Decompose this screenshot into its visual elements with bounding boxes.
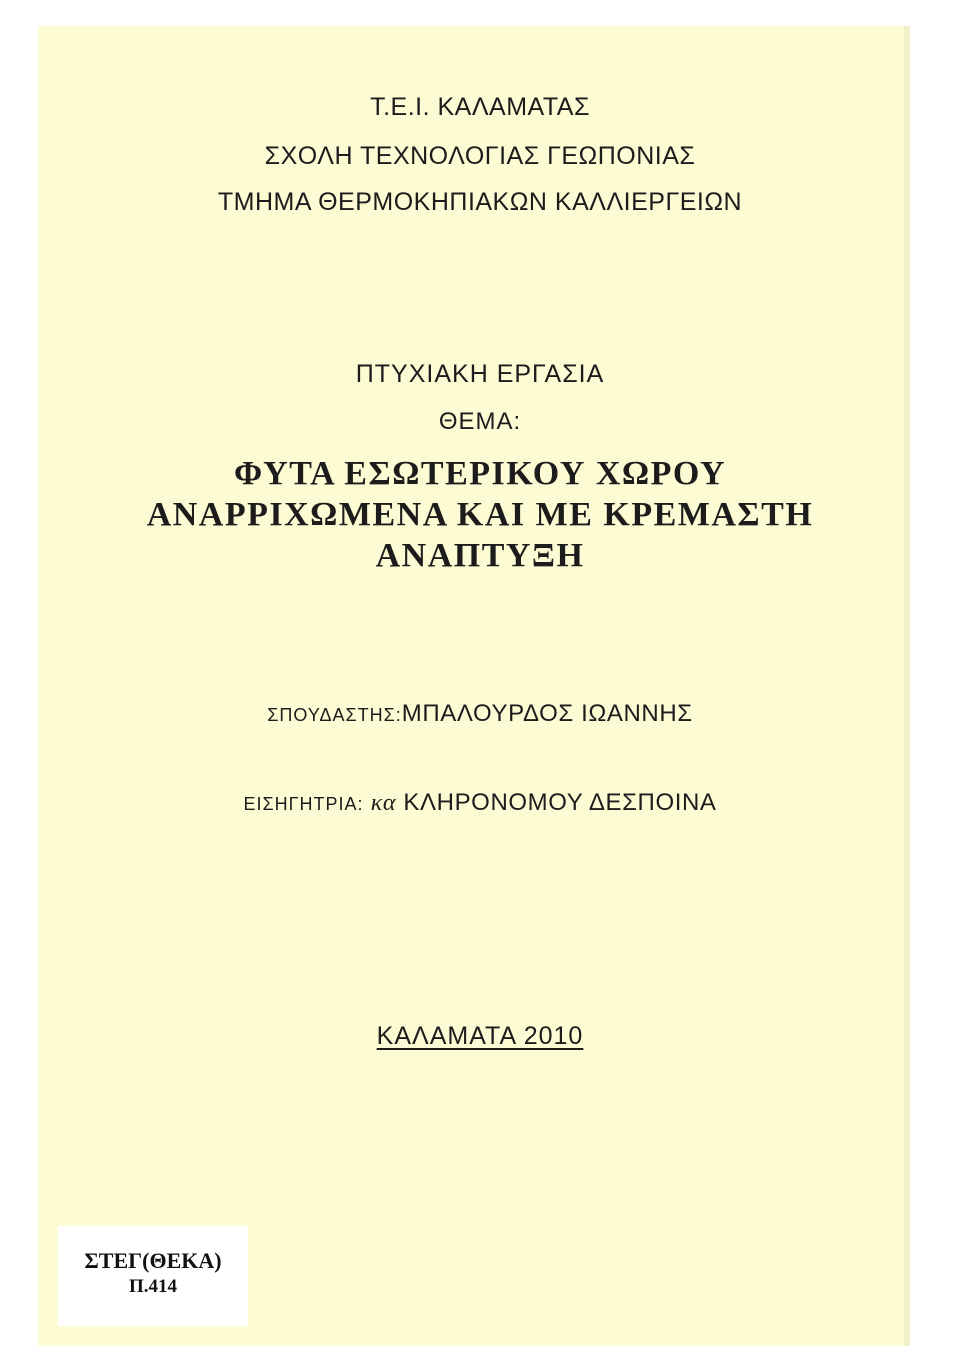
student-line <box>0 700 960 728</box>
library-shelfmark: ΣΤΕΓ(ΘΕΚΑ) <box>84 1248 222 1273</box>
supervisor-label: ΕΙΣΗΓΗΤΡΙΑ: <box>243 794 364 814</box>
library-stamp <box>58 1226 248 1326</box>
department-name: ΤΜΗΜΑ ΘΕΡΜΟΚΗΠΙΑΚΩΝ ΚΑΛΛΙΕΡΓΕΙΩΝ <box>217 188 743 216</box>
supervisor-title: κα <box>370 790 397 816</box>
library-number: Π.414 <box>128 1276 178 1297</box>
thesis-type: ΠΤΥΧΙΑΚΗ ΕΡΓΑΣΙΑ <box>355 360 605 388</box>
student-label: ΣΠΟΥΔΑΣΤΗΣ: <box>267 705 402 725</box>
topic-label: ΘΕΜΑ: <box>438 408 522 435</box>
faculty-name: ΣΧΟΛΗ ΤΕΧΝΟΛΟΓΙΑΣ ΓΕΩΠΟΝΙΑΣ <box>264 142 696 170</box>
yellow-cover-sheet <box>38 26 904 1346</box>
institution-name: Τ.Ε.Ι. ΚΑΛΑΜΑΤΑΣ <box>370 93 590 121</box>
thesis-title-line-1: ΦΥΤΑ ΕΣΩΤΕΡΙΚΟΥ ΧΩΡΟΥ <box>233 455 727 492</box>
sheet-edge <box>904 26 910 1346</box>
place-year: ΚΑΛΑΜΑΤΑ 2010 <box>376 1022 584 1050</box>
student-name: ΜΠΑΛΟΥΡΔΟΣ ΙΩΑΝΝΗΣ <box>401 700 693 727</box>
thesis-title-line-3: ΑΝΑΠΤΥΞΗ <box>375 537 585 574</box>
supervisor-line <box>0 789 960 817</box>
supervisor-name: ΚΛΗΡΟΝΟΜΟΥ ΔΕΣΠΟΙΝΑ <box>403 789 717 816</box>
thesis-title-line-2: ΑΝΑΡΡΙΧΩΜΕΝΑ ΚΑΙ ΜΕ ΚΡΕΜΑΣΤΗ <box>146 496 814 533</box>
